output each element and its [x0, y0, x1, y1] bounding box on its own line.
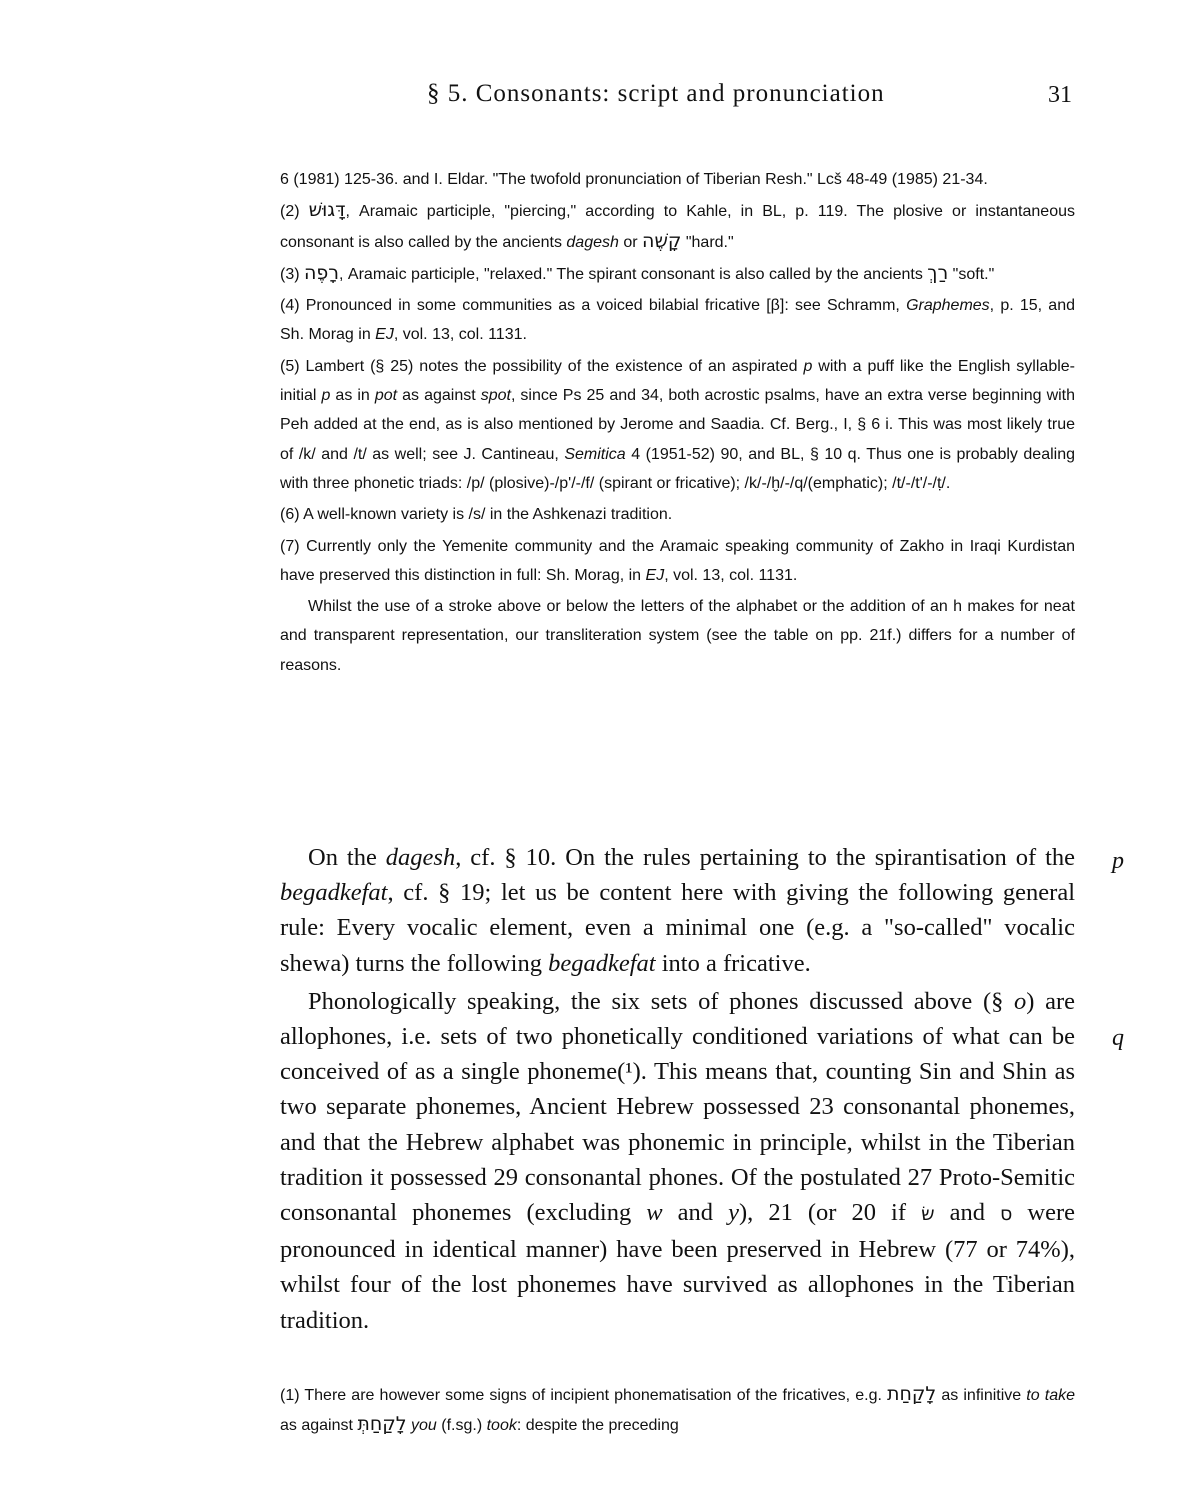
- hebrew-word: קָשֶׁה: [642, 229, 682, 252]
- hebrew-word: לָקַחַת: [887, 1383, 937, 1405]
- footnote-1: (1) There are however some signs of incipient phonematisation of the fricatives, e.g. לָקַחַת as infinitive to take as against לָקַחַתְּ you (f.sg.) took: despite the preceding: [280, 1383, 1076, 1435]
- footnotes-top: [280, 165, 1075, 682]
- margin-letter-q: q: [1112, 1025, 1124, 1051]
- running-head: § 5. Consonants: script and pronunciation: [427, 80, 885, 107]
- footnote-2: (2) דָּגוּשׁ, Aramaic participle, "piercing," according to Kahle, in BL, p. 119. The plosive or instantaneous consonant is also called by the ancients dagesh or קָשֶׁה "hard.": [280, 199, 1075, 252]
- hebrew-letter: שׂ: [921, 1203, 935, 1226]
- footnote-4: (4) Pronounced in some communities as a voiced bilabial fricative [β]: see Schramm, Graphemes, p. 15, and Sh. Morag in EJ, vol. 13, col. 1131.: [280, 297, 1076, 344]
- paragraph-q: Phonologically speaking, the six sets of phones discussed above (§ o) are allophones, i.e. sets of two phonetically conditioned variations of what can be conceived of as a single phoneme(¹). This means that, counting Sin and Shin as two separate phonemes, Ancient Hebrew possessed 23 consonantal phonemes, and that the Hebrew alphabet was phonemic in principle, whilst in the Tiberian tradition it possessed 29 consonantal phones. Of the postulated 27 Proto-Semitic consonantal phonemes (excluding w and y), 21 (or 20 if שׂ and ס were pronounced in identical manner) have been preserved in Hebrew (77 or 74%), whilst four of the lost phonemes have survived as allophones in the Tiberian tradition.: [280, 987, 1076, 1334]
- page-number: 31: [1048, 82, 1072, 108]
- footnote-3: (3) רָפֶה, Aramaic participle, "relaxed." The spirant consonant is also called by the ancients רַךְ "soft.": [280, 261, 995, 284]
- hebrew-word: לָקַחַתְּ: [357, 1413, 407, 1435]
- footnotes-bottom: [280, 1380, 1075, 1440]
- hebrew-word: רַךְ: [927, 261, 949, 284]
- transliteration-note: Whilst the use of a stroke above or below the letters of the alphabet or the addition of an h makes for neat and transparent representation, our transliteration system (see the table on pp. 21f.) differs for a number of reasons.: [280, 598, 1075, 674]
- page-header: [280, 80, 1075, 114]
- margin-letter-p: p: [1112, 848, 1124, 874]
- paragraph-p: On the dagesh, cf. § 10. On the rules pertaining to the spirantisation of the begadkefat, cf. § 19; let us be content here with giving the following general rule: Every vocalic element, even a minimal one (e.g. a "so-called" vocalic shewa) turns the following begadkefat into a fricative.: [280, 844, 1076, 977]
- footnote-5: (5) Lambert (§ 25) notes the possibility of the existence of an aspirated p with a puff like the English syllable-initial p as in pot as against spot, since Ps 25 and 34, both acrostic psalms, have an extra verse beginning with Peh added at the end, as is also mentioned by Jerome and Saadia. Cf. Berg., I, § 6 i. This was most likely true of /k/ and /t/ as well; see J. Cantineau, Semitica 4 (1951-52) 90, and BL, § 10 q. Thus one is probably dealing with three phonetic triads: /p/ (plosive)-/p'/-/f/ (spirant or fricative); /k/-/ḫ/-/q/(emphatic); /t/-/t'/-/ṭ/.: [280, 357, 1076, 492]
- main-text: [280, 840, 1075, 1341]
- footnote-6: (6) A well-known variety is /s/ in the Ashkenazi tradition.: [280, 506, 673, 524]
- footnote-7: (7) Currently only the Yemenite community and the Aramaic speaking community of Zakho in Iraqi Kurdistan have preserved this distinction in full: Sh. Morag, in EJ, vol. 13, col. 1131.: [280, 537, 1075, 584]
- hebrew-word: רָפֶה: [304, 261, 340, 284]
- hebrew-letter: ס: [1000, 1203, 1013, 1226]
- footnote-continuation: 6 (1981) 125-36. and I. Eldar. "The twofold pronunciation of Tiberian Resh." Lcš 48-49 (1985) 21-34.: [280, 171, 988, 188]
- hebrew-word: דָּגוּשׁ: [308, 199, 346, 222]
